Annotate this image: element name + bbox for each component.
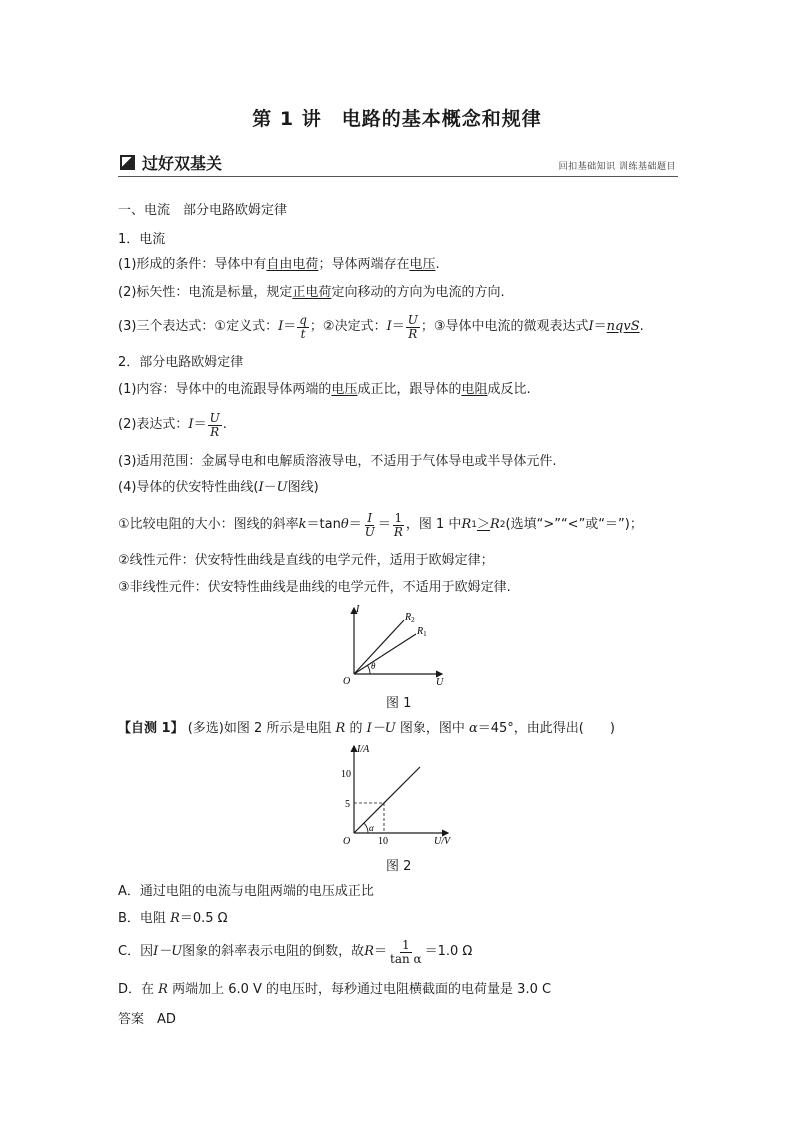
figure-2 bbox=[330, 740, 455, 850]
figure-2-caption: 图 2 bbox=[386, 859, 412, 874]
fig2-y-label: I/A bbox=[357, 744, 370, 755]
fig2-y-tick-10: 10 bbox=[341, 769, 351, 780]
fraction-q-over-t: $\frac{q}{t}$ bbox=[299, 312, 307, 341]
fig1-y-label: I bbox=[356, 604, 360, 615]
fig1-x-label: U bbox=[436, 677, 444, 685]
fraction-1-over-tan-alpha: $\frac{1}{\text{tan α}}$ bbox=[390, 937, 422, 966]
section-header bbox=[118, 150, 678, 177]
option-a: A．通过电阻的电流与电阻两端的电压成正比 bbox=[118, 884, 374, 899]
figure-1 bbox=[340, 600, 450, 685]
line-content: (1)内容：导体中的电流跟导体两端的电压成正比，跟导体的电阻成反比. bbox=[118, 382, 531, 397]
fig2-origin: O bbox=[343, 836, 351, 847]
line-linear: ②线性元件：伏安特性曲线是直线的电学元件，适用于欧姆定律； bbox=[118, 553, 494, 568]
fig1-label-r2: $R_2$ bbox=[405, 612, 415, 624]
fig1-angle-arc bbox=[367, 665, 370, 674]
page-title: 第 1 讲 电路的基本概念和规律 bbox=[252, 108, 542, 130]
fig2-angle-arc bbox=[364, 823, 368, 833]
fraction-i-over-u: $\frac{I}{U}$ bbox=[364, 510, 375, 539]
option-c: C．因 I－U 图象的斜率表示电阻的倒数，故 R ＝ $\frac{1}{\text{tan α}}$ ＝1.0 Ω bbox=[118, 937, 473, 966]
section-square-icon bbox=[120, 155, 135, 170]
fig1-angle-label: θ bbox=[371, 661, 376, 671]
answer: 答案 AD bbox=[118, 1012, 176, 1027]
option-d: D．在 R 两端加上 6.0 V 的电压时，每秒通过电阻横截面的电荷量是 3.0 C bbox=[118, 982, 552, 997]
line-iu-curve: (4)导体的伏安特性曲线(I－U图线) bbox=[118, 480, 319, 495]
fig1-label-r1: $R_1$ bbox=[417, 626, 427, 638]
fig2-x-tick-10: 10 bbox=[378, 836, 388, 847]
option-b: B．电阻 R＝0.5 Ω bbox=[118, 911, 228, 926]
fig2-line bbox=[354, 767, 420, 833]
line-condition: (1)形成的条件：导体中有自由电荷；导体两端存在电压. bbox=[118, 257, 440, 272]
fraction-u-over-r-2: $\frac{U}{R}$ bbox=[209, 410, 220, 439]
line-scalar: (2)标矢性：电流是标量，规定正电荷定向移动的方向为电流的方向. bbox=[118, 285, 505, 300]
fraction-1-over-r: $\frac{1}{R}$ bbox=[393, 510, 403, 539]
fig2-x-label: U/V bbox=[434, 836, 451, 847]
line-expressions: (3)三个表达式：①定义式： I ＝ $\frac{q}{t}$ ；②决定式： I ＝ $\frac{U}{R}$ ；③导体中电流的微观表达式 I ＝ nqvS . bbox=[118, 312, 644, 341]
figure-1-caption: 图 1 bbox=[386, 696, 412, 711]
line-nonlinear: ③非线性元件：伏安特性曲线是曲线的电学元件，不适用于欧姆定律. bbox=[118, 580, 511, 595]
question-stem: 【自测 1】 (多选)如图 2 所示是电阻 R 的 I－U 图象，图中 α＝45°，由此得出( ) bbox=[118, 721, 615, 736]
subheading-current: 1．电流 bbox=[118, 232, 166, 247]
fraction-u-over-r: $\frac{U}{R}$ bbox=[407, 312, 418, 341]
fig2-y-tick-5: 5 bbox=[345, 799, 350, 810]
line-formula: (2)表达式： I ＝ $\frac{U}{R}$ . bbox=[118, 410, 227, 439]
section-label: 过好双基关 bbox=[142, 154, 223, 173]
line-scope: (3)适用范围：金属导电和电解质溶液导电，不适用于气体导电或半导体元件. bbox=[118, 454, 557, 469]
subheading-ohm: 2．部分电路欧姆定律 bbox=[118, 355, 244, 370]
part-heading: 一、电流 部分电路欧姆定律 bbox=[118, 203, 288, 218]
fig2-angle-label: α bbox=[369, 823, 374, 833]
fig1-origin: O bbox=[343, 676, 351, 685]
section-subtitle: 回扣基础知识 训练基础题目 bbox=[558, 162, 676, 172]
line-compare: ①比较电阻的大小：图线的斜率 k ＝tan θ ＝ $\frac{I}{U}$ ＝ $\frac{1}{R}$ ，图 1 中 R 1 ＞ R 2 (选填“>”“<”或“＝”)； bbox=[118, 510, 643, 539]
